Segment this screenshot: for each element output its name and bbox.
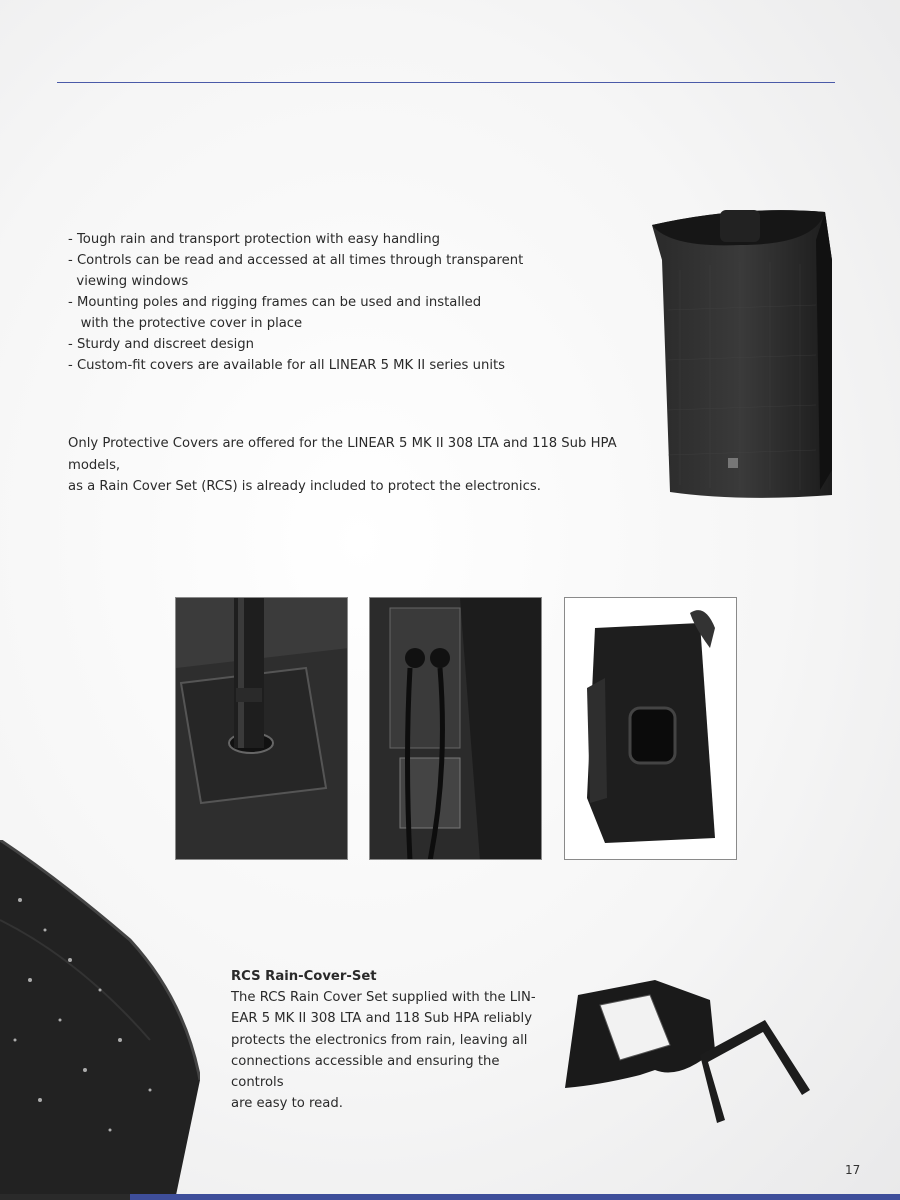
rcs-line: protects the electronics from rain, leaving all [231, 1032, 528, 1048]
note-line: Only Protective Covers are offered for the LINEAR 5 MK II 308 LTA and 118 Sub HPA models, [68, 436, 617, 473]
rcs-line: connections accessible and ensuring the controls [231, 1053, 500, 1091]
rcs-section [231, 966, 536, 1114]
feature-item: - Tough rain and transport protection with easy handling [68, 232, 440, 247]
wet-cover-corner-photo [0, 840, 200, 1200]
feature-item: - Mounting poles and rigging frames can be used and installed [68, 295, 482, 310]
page-number: 17 [845, 1163, 861, 1177]
header-rule [57, 82, 835, 83]
feature-item: with the protective cover in place [68, 316, 303, 331]
rcs-line: The RCS Rain Cover Set supplied with the LIN- [231, 990, 536, 1006]
rcs-title: RCS Rain-Cover-Set [231, 969, 377, 984]
rcs-line: EAR 5 MK II 308 LTA and 118 Sub HPA reliably [231, 1011, 533, 1027]
protective-cover-note [68, 433, 648, 498]
footer-bar [0, 1194, 900, 1200]
speaker-cover-side-photo [564, 597, 737, 860]
feature-list [68, 229, 538, 376]
feature-item: viewing windows [68, 274, 189, 289]
feature-item: - Custom-fit covers are available for all LINEAR 5 MK II series units [68, 358, 506, 373]
note-line: as a Rain Cover Set (RCS) is already included to protect the electronics. [68, 479, 541, 494]
feature-item: - Sturdy and discreet design [68, 337, 255, 352]
connector-panel-detail-photo [369, 597, 542, 860]
protective-cover-photo [640, 200, 840, 505]
footer-bar-dark-segment [0, 1194, 130, 1200]
rcs-line: are easy to read. [231, 1096, 343, 1112]
rcs-description [231, 987, 536, 1114]
rain-cover-set-photo [560, 970, 820, 1135]
mounting-pole-detail-photo [175, 597, 348, 860]
feature-item: - Controls can be read and accessed at all times through transparent [68, 253, 524, 268]
